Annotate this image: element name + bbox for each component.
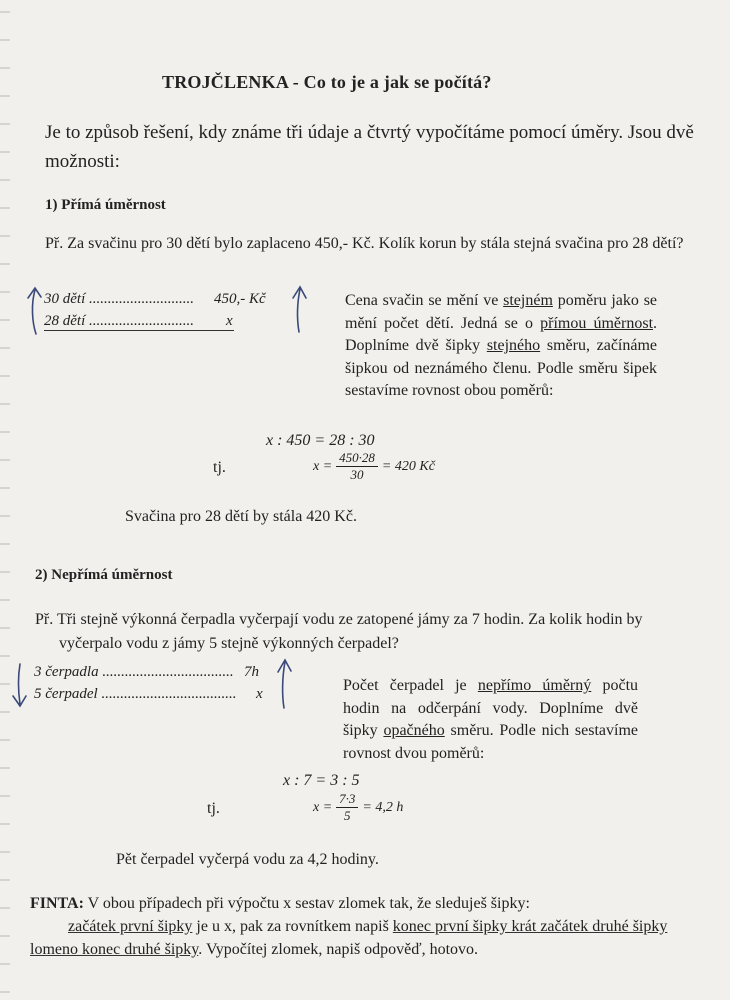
fraction-denominator: 5 (344, 808, 351, 823)
handwritten-arrow-up-icon (270, 656, 300, 712)
section1-row1-right: 450,- Kč (214, 291, 266, 307)
section1-row1-left: 30 dětí ............................ (44, 291, 194, 307)
section2-row2-left: 5 čerpadel .................................... (34, 686, 237, 702)
finta-underlined: začátek první šipky (68, 918, 193, 935)
section2-example (35, 608, 655, 656)
formula-lhs: x = (313, 459, 333, 475)
section2-heading: 2) Nepřímá úměrnost (35, 567, 173, 583)
section1-heading: 1) Přímá úměrnost (45, 197, 166, 213)
fraction-numerator: 450·28 (336, 450, 378, 467)
formula-lhs: x = (313, 800, 333, 816)
formula-fraction (336, 791, 358, 824)
formula-rhs: = 4,2 h (362, 800, 404, 816)
finta-text: je u x, pak za rovnítkem napiš (196, 918, 389, 935)
desc-underlined: nepřímo úměrný (477, 677, 592, 694)
section2-answer: Pět čerpadel vyčerpá vodu za 4,2 hodiny. (116, 851, 379, 868)
section2-example-text: Př. Tři stejně výkonná čerpadla vyčerpají vodu ze zatopené jámy za 7 hodin. Za kolik hodin by vyčerpalo vodu z jámy 5 stejně výkonných čerpadel? (35, 611, 643, 652)
desc-text: . Doplníme dvě šipky (345, 314, 658, 354)
desc-text: Počet čerpadel je (343, 677, 467, 694)
section2-row1-left: 3 čerpadla ................................... (34, 664, 234, 680)
section2-row1-right: 7h (244, 664, 259, 680)
desc-underlined: stejného (486, 337, 541, 354)
desc-text: směru. Podle nich sestavíme rovnost dvou poměrů: (343, 722, 638, 762)
section1-example-text: Př. Za svačinu pro 30 dětí bylo zaplaceno 450,- Kč. Kolík korun by stála stejná svačina pro 28 dětí? (45, 235, 684, 252)
desc-underlined: přímou úměrnost (540, 314, 654, 332)
formula-fraction (336, 450, 378, 483)
desc-underlined: stejném (503, 292, 553, 309)
section1-row2-right: x (226, 313, 233, 329)
section1-tj: tj. (213, 459, 226, 476)
desc-text: směru, začínáme šipkou od neznámého členu. Podle směru šipek sestavíme rovnost obou poměrů: (345, 337, 658, 399)
section1-example (45, 232, 685, 256)
section2-tj: tj. (207, 800, 220, 817)
section2-row2-right: x (256, 686, 263, 702)
desc-text: počtu hodin na odčerpání vody. Doplníme dvě šipky (343, 677, 639, 739)
finta-label: FINTA: (30, 895, 84, 912)
finta-line1: V obou případech při výpočtu x sestav zlomek tak, že sleduješ šipky: (87, 895, 530, 912)
handwritten-arrow-up-icon (22, 284, 48, 340)
formula-rhs: = 420 Kč (381, 459, 435, 475)
section1-row2-left: 28 dětí ............................ (44, 313, 234, 331)
finta-text: . Vypočítej zlomek, napiš odpověď, hotovo. (198, 941, 479, 958)
finta-underlined: konec první šipky krát začátek druhé šipky lomeno konec druhé šipky (30, 918, 668, 958)
section2-formula (313, 791, 403, 824)
section2-equation: x : 7 = 3 : 5 (283, 772, 360, 789)
section1-formula (313, 450, 435, 483)
section1-description (345, 290, 657, 403)
desc-text: poměru jako se mění počet dětí. Jedná se o (345, 292, 658, 332)
desc-text: Cena svačin se mění ve (345, 292, 499, 309)
section1-equation: x : 450 = 28 : 30 (266, 432, 375, 449)
fraction-numerator: 7·3 (336, 791, 358, 808)
fraction-denominator: 30 (350, 467, 364, 482)
intro-paragraph: Je to způsob řešení, kdy známe tři údaje a čtvrtý vypočítáme pomocí úměry. Jsou dvě možnosti: (45, 122, 694, 172)
desc-underlined: opačného (383, 722, 445, 739)
handwritten-arrow-up-icon (285, 284, 315, 336)
notebook-margin-lines (0, 0, 18, 1000)
finta-paragraph (30, 892, 710, 961)
handwritten-arrow-down-icon (8, 660, 34, 710)
section1-answer: Svačina pro 28 dětí by stála 420 Kč. (125, 508, 357, 525)
page-title: TROJČLENKA - Co to je a jak se počítá? (162, 72, 492, 92)
section2-description (343, 675, 638, 765)
